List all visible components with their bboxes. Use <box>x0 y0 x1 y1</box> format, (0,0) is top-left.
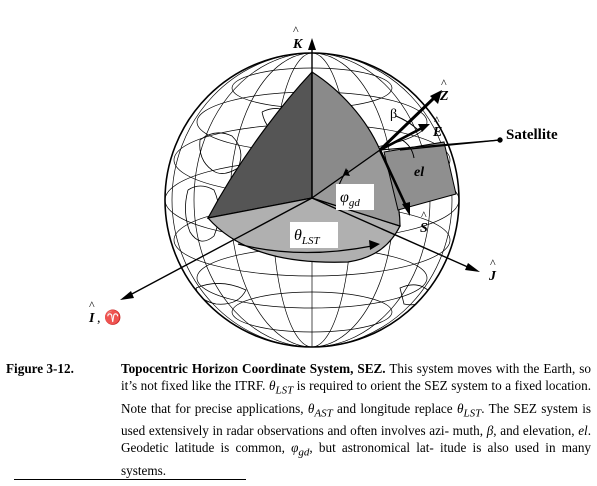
axis-e-hat: ^ <box>434 113 440 127</box>
axis-k-hat: ^ <box>293 23 299 37</box>
axis-j-hat: ^ <box>490 256 496 270</box>
caption-line3a: fixed location. Note that for precise applications, <box>121 378 592 416</box>
caption-phi: φ <box>291 440 299 456</box>
caption-line6: itude is also used in many systems. <box>121 440 592 478</box>
caption-line2b: is required to orient the SEZ system to a <box>296 378 512 393</box>
figure-caption: Figure 3-12. Topocentric Horizon Coordinate System, SEZ. This system moves with the Earth, so it’s not fixed like the ITRF. $\theta_{LST}$ is required to orient the SEZ system to a fixed location. Note that for precise applications, $\theta_{AST}$ and longitude replace $\theta_{LST}$. The SEZ system is used extensively in radar observations and often involves azi- muth, β, and elevation, el. Geodetic latitude is common, $\varphi_{gd}$, but astronomical lat- itude is also used in many systems. <box>6 361 592 478</box>
axis-s-hat: ^ <box>421 208 427 222</box>
axis-z-hat: ^ <box>441 76 447 90</box>
caption-el: el <box>578 423 588 439</box>
caption-line5d: , but astronomical lat- <box>309 440 434 456</box>
caption-line1: This system moves with the <box>389 361 540 376</box>
caption-line2: Earth, so it’s not fixed like the ITRF. <box>121 361 591 393</box>
axis-i-hat: ^ <box>89 298 95 312</box>
footnote-rule <box>14 479 246 480</box>
phi-label: $\varphi_{gd}$ <box>340 189 360 209</box>
beta-label: β <box>390 107 398 122</box>
caption-theta-3: θ <box>456 400 464 416</box>
elevation-label: el <box>414 165 425 180</box>
axis-k-label: K <box>293 37 303 52</box>
caption-lst: LST <box>275 384 294 397</box>
theta-label: $\theta_{LST}$ <box>294 227 320 247</box>
aries-label: , ♈ <box>97 311 122 326</box>
axis-i-label: I <box>89 311 95 326</box>
caption-line3b: and longitude replace <box>337 400 453 416</box>
axis-j-label: J <box>489 269 496 284</box>
axis-s-label: S <box>420 221 428 236</box>
caption-title: Topocentric Horizon Coordinate System, SEZ. <box>121 361 386 376</box>
caption-theta: θ <box>268 378 276 393</box>
satellite-label: Satellite <box>506 127 558 143</box>
axis-z-label: Z <box>440 89 449 104</box>
caption-ast: AST <box>314 407 333 420</box>
caption-gd: gd <box>298 446 310 459</box>
caption-line5a: muth, <box>452 423 484 439</box>
caption-line5b: , and elevation, <box>493 423 575 439</box>
caption-beta: β <box>486 423 494 439</box>
caption-number: Figure 3-12. <box>6 361 74 376</box>
axis-e-label: E <box>433 125 443 140</box>
caption-theta-2: θ <box>307 400 315 416</box>
caption-line5c: . Geodetic latitude is common, <box>121 423 592 456</box>
caption-line4: The SEZ system is used extensively in radar observations and often involves azi- <box>121 400 592 439</box>
caption-lst-2: LST <box>463 407 482 420</box>
